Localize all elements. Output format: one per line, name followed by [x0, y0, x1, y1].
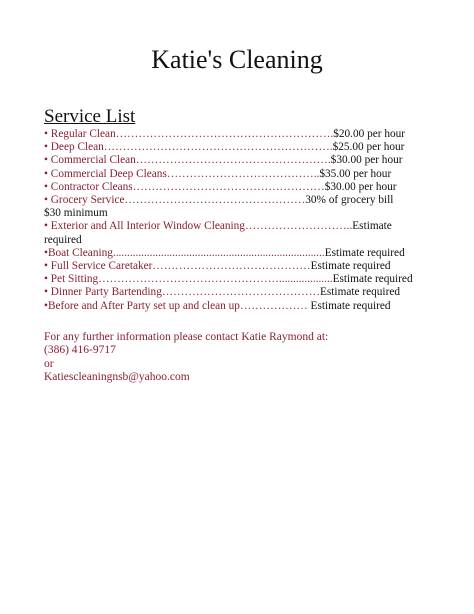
service-name: •Before and After Party set up and clean up	[44, 299, 240, 312]
service-price: Estimate required	[44, 220, 392, 246]
contact-block	[44, 331, 424, 385]
service-name: • Commercial Deep Cleans	[44, 167, 167, 180]
service-name: • Regular Clean	[44, 128, 116, 140]
dot-leader: …………………………………………………….	[103, 141, 333, 154]
service-name: • Deep Clean	[44, 141, 104, 154]
service-price: Estimate required	[324, 246, 405, 259]
contact-or: or	[44, 357, 54, 370]
list-item	[44, 128, 404, 141]
service-name: • Grocery Service	[44, 194, 125, 207]
list-item	[44, 141, 404, 154]
service-price: Estimate required	[310, 260, 391, 273]
service-price: $20.00 per hour	[333, 128, 406, 140]
service-price: Estimate required	[310, 299, 391, 312]
dot-leader: …………………………………………...................	[98, 273, 333, 286]
dot-leader: ………………………………………………….	[115, 128, 334, 140]
list-item	[44, 154, 404, 167]
list-item	[44, 220, 404, 246]
contact-email: Katiescleaningnsb@yahoo.com	[44, 371, 190, 384]
service-price: 30% of grocery bill $30 minimum	[44, 194, 394, 220]
dot-leader: ……………………………………………	[132, 180, 325, 193]
service-name: • Commercial Clean	[44, 154, 136, 167]
list-item	[44, 260, 404, 273]
service-name: • Pet Sitting	[44, 273, 99, 286]
service-price: $30.00 per hour	[330, 154, 403, 167]
service-price: $25.00 per hour	[332, 141, 405, 154]
dot-leader: ………………………..	[244, 220, 353, 233]
page-title: Katie's Cleaning	[151, 45, 323, 74]
list-item	[44, 194, 404, 220]
dot-leader: ………………	[239, 299, 311, 312]
service-price: Estimate required	[332, 273, 413, 286]
service-name: • Full Service Caretaker	[44, 260, 153, 273]
contact-intro: For any further information please contact Katie Raymond at:	[44, 331, 329, 343]
dot-leader: ...........................................................................	[112, 246, 325, 259]
list-item	[44, 273, 413, 286]
service-name: • Contractor Cleans	[44, 180, 133, 193]
service-price: $30.00 per hour	[324, 180, 397, 193]
service-list	[44, 128, 413, 313]
contact-phone: (386) 416-9717	[44, 344, 116, 357]
service-name: • Dinner Party Bartending	[44, 286, 162, 299]
list-item	[44, 168, 404, 181]
list-item	[44, 286, 404, 299]
dot-leader: …………………………………………….	[135, 154, 331, 167]
dot-leader: …………………………………………	[124, 194, 306, 207]
service-price: $35.00 per hour	[319, 167, 392, 180]
dot-leader: ……………………………………	[161, 286, 320, 299]
service-list-heading: Service List	[44, 106, 136, 127]
dot-leader: ……………………………………	[152, 260, 311, 273]
dot-leader: …………………………………..	[166, 167, 320, 180]
list-item	[44, 247, 404, 260]
service-name: • Exterior and All Interior Window Cleaning	[44, 220, 245, 233]
list-item	[44, 181, 404, 194]
list-item	[44, 300, 404, 313]
service-price: Estimate required	[320, 286, 400, 299]
service-name: •Boat Cleaning	[44, 246, 113, 259]
